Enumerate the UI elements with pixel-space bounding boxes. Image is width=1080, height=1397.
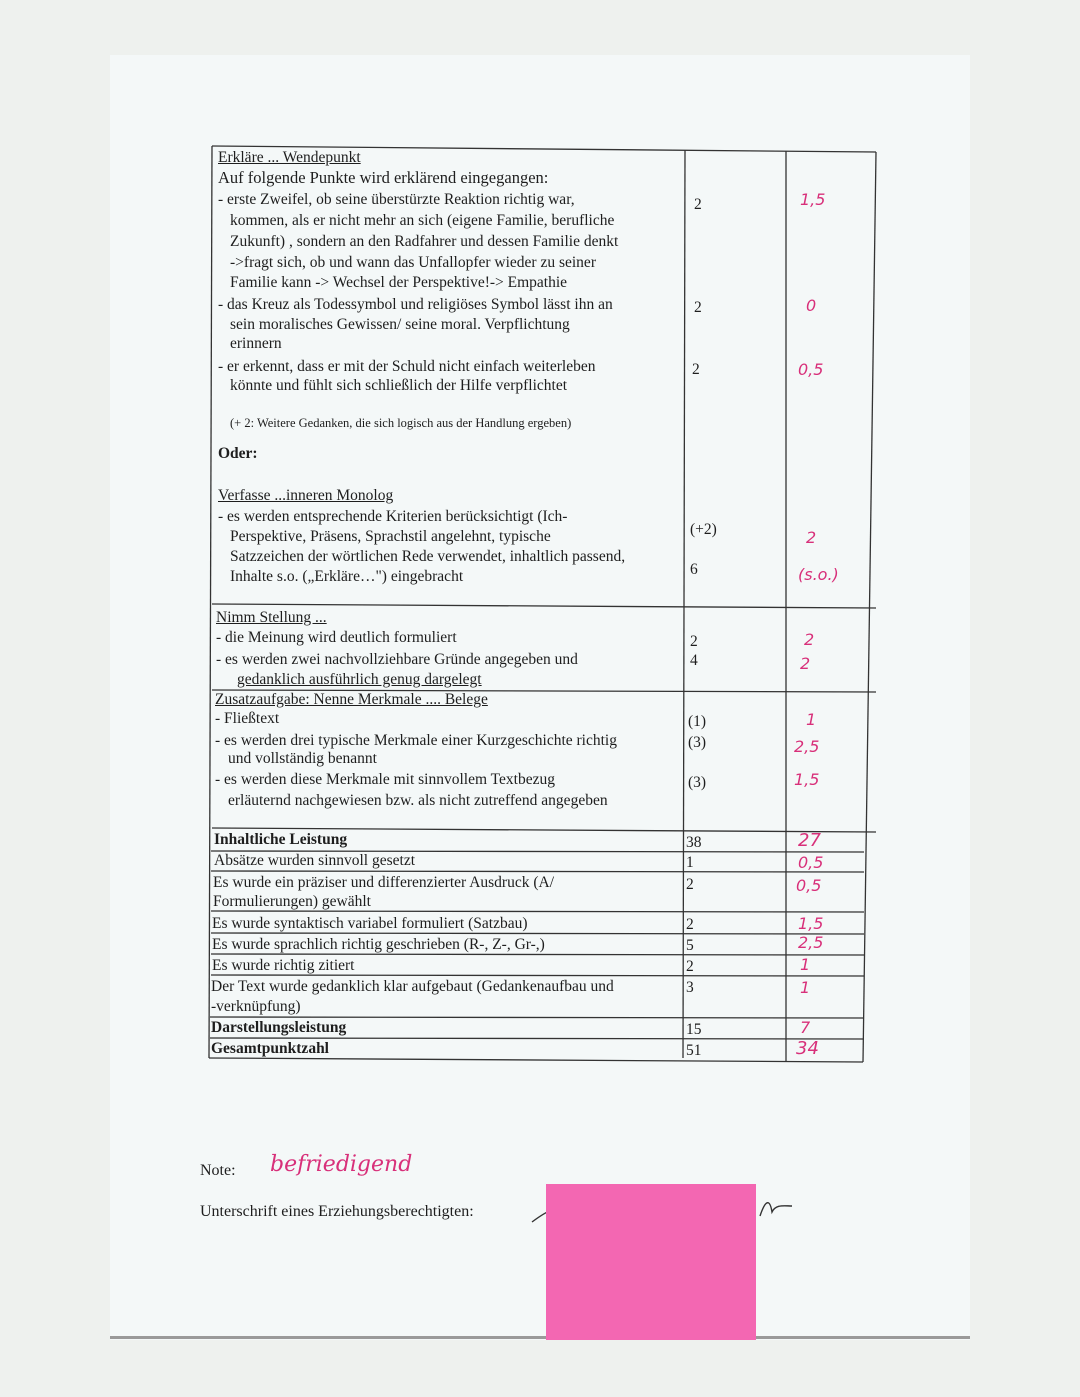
section-heading-verfasse: Verfasse ...inneren Monolog (218, 487, 394, 504)
criterion-line: Satzzeichen der wörtlichen Rede verwendet, inhaltlich passend, (230, 548, 626, 565)
criterion-line: - es werden zwei nachvollziehbare Gründe angegeben und (216, 651, 578, 668)
summary-label: Es wurde syntaktisch variabel formuliert (Satzbau) (212, 915, 528, 932)
criterion-line: könnte und fühlt sich schließlich der Hilfe verpflichtet (230, 377, 568, 394)
criterion-line: Zukunft) , sondern an den Radfahrer und dessen Familie denkt (230, 233, 619, 250)
criterion-line: ->fragt sich, ob und wann das Unfallopfer wieder zu seiner (230, 254, 596, 271)
summary-label: Es wurde ein präziser und differenzierter Ausdruck (A/ (213, 874, 555, 891)
summary-points: 15 (686, 1021, 702, 1038)
summary-points: 1 (686, 854, 694, 871)
max-points: 6 (690, 561, 698, 578)
signature-label: Unterschrift eines Erziehungsberechtigten: (200, 1203, 474, 1220)
criterion-line: - es werden entsprechende Kriterien berücksichtigt (Ich- (218, 508, 568, 525)
summary-label: Absätze wurden sinnvoll gesetzt (214, 852, 416, 869)
max-points: (1) (688, 713, 707, 730)
criterion-line: gedanklich ausführlich genug dargelegt (237, 671, 482, 688)
awarded-score: (s.o.) (798, 565, 839, 584)
summary-score: 34 (796, 1038, 819, 1059)
grade-label: Note: (200, 1162, 236, 1179)
summary-points: 3 (686, 979, 694, 996)
summary-points: 2 (686, 876, 694, 893)
sticky-note (546, 1184, 756, 1340)
criterion-line: Inhalte s.o. („Erkläre…") eingebracht (230, 568, 464, 585)
summary-label: Formulierungen) gewählt (213, 893, 371, 910)
awarded-score: 2 (800, 654, 811, 673)
max-points: (3) (688, 734, 707, 751)
criterion-line: - Fließtext (215, 710, 280, 727)
extra-points-note: (+ 2: Weitere Gedanken, die sich logisch aus der Handlung ergeben) (230, 416, 572, 430)
awarded-score: 2 (804, 630, 815, 649)
awarded-score: 2,5 (794, 737, 820, 756)
summary-score: 2,5 (798, 933, 824, 952)
summary-points: 38 (686, 834, 702, 851)
criterion-line: - erste Zweifel, ob seine überstürzte Reaktion richtig war, (218, 191, 575, 208)
section-intro: Auf folgende Punkte wird erklärend eingegangen: (218, 168, 549, 187)
summary-label: -verknüpfung) (211, 998, 301, 1015)
summary-points: 2 (686, 958, 694, 975)
summary-score: 0,5 (796, 876, 822, 895)
summary-label: Der Text wurde gedanklich klar aufgebaut (Gedankenaufbau und (211, 978, 614, 995)
criterion-line: Perspektive, Präsens, Sprachstil angelehnt, typische (230, 528, 551, 545)
criterion-line: kommen, als er nicht mehr an sich (eigene Familie, berufliche (230, 212, 615, 229)
max-points: (3) (688, 774, 707, 791)
summary-score: 1 (800, 955, 811, 974)
criterion-line: - er erkennt, dass er mit der Schuld nicht einfach weiterleben (218, 358, 596, 375)
section-heading-zusatz: Zusatzaufgabe: Nenne Merkmale .... Belege (215, 691, 488, 708)
criterion-line: - die Meinung wird deutlich formuliert (216, 629, 457, 646)
summary-points: 5 (686, 937, 694, 954)
summary-label: Darstellungsleistung (211, 1019, 347, 1036)
criterion-line: und vollständig benannt (228, 750, 377, 767)
section-heading-erklaere: Erkläre ... Wendepunkt (218, 149, 361, 166)
summary-points: 51 (686, 1042, 702, 1059)
section-heading-nimm: Nimm Stellung ... (216, 609, 327, 626)
criterion-line: erinnern (230, 335, 282, 352)
summary-score: 0,5 (798, 853, 824, 872)
awarded-score: 1 (806, 710, 817, 729)
criterion-line: erläuternd nachgewiesen bzw. als nicht zutreffend angegeben (228, 792, 608, 809)
awarded-score: 0,5 (798, 360, 824, 379)
summary-label: Gesamtpunktzahl (211, 1040, 329, 1057)
summary-label: Es wurde sprachlich richtig geschrieben (R-, Z-, Gr-,) (212, 936, 545, 953)
max-points: 2 (694, 299, 702, 316)
awarded-score: 0 (806, 296, 817, 315)
awarded-score: 2 (806, 528, 817, 547)
max-points: 2 (694, 196, 702, 213)
summary-score: 1 (800, 978, 811, 997)
max-points: 4 (690, 652, 698, 669)
awarded-score: 1,5 (800, 190, 826, 209)
summary-score: 1,5 (798, 914, 824, 933)
criterion-line: - es werden diese Merkmale mit sinnvollem Textbezug (215, 771, 555, 788)
oder-label: Oder: (218, 445, 258, 462)
summary-score: 7 (800, 1018, 811, 1037)
summary-score: 27 (798, 830, 821, 851)
grade-value: befriedigend (270, 1152, 413, 1177)
summary-label: Inhaltliche Leistung (214, 831, 348, 848)
max-points: 2 (690, 633, 698, 650)
criterion-line: - es werden drei typische Merkmale einer Kurzgeschichte richtig (215, 732, 617, 749)
max-points: (+2) (690, 521, 717, 538)
summary-label: Es wurde richtig zitiert (212, 957, 355, 974)
awarded-score: 1,5 (794, 770, 820, 789)
summary-points: 2 (686, 916, 694, 933)
max-points: 2 (692, 361, 700, 378)
criterion-line: sein moralisches Gewissen/ seine moral. Verpflichtung (230, 316, 570, 333)
criterion-line: - das Kreuz als Todessymbol und religiöses Symbol lässt ihn an (218, 296, 613, 313)
criterion-line: Familie kann -> Wechsel der Perspektive!-> Empathie (230, 274, 568, 291)
